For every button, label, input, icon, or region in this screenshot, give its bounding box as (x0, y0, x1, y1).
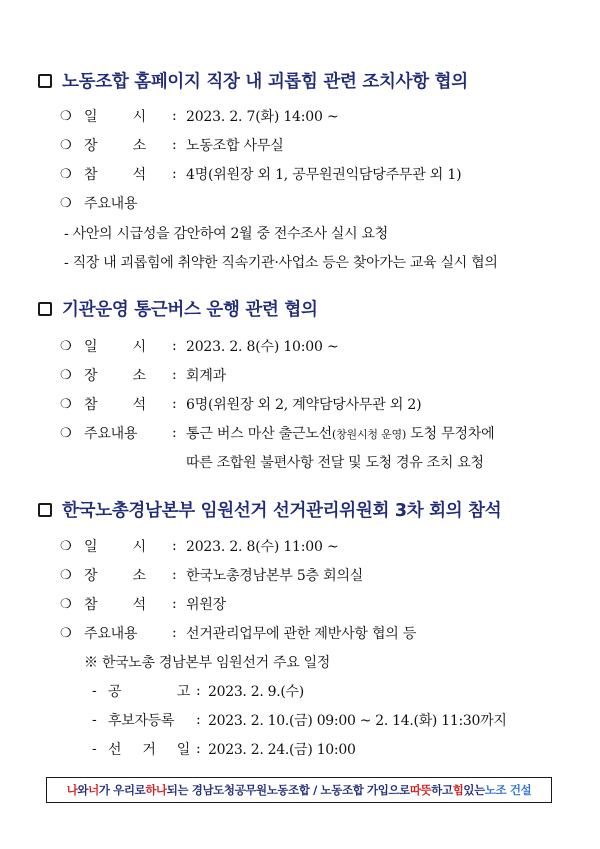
bullet-icon: ❍ (60, 108, 72, 124)
schedule-item-registration: - 후보자등록 : 2023. 2. 10.(금) 09:00 ~ 2. 14.(화) 11:30까지 (92, 712, 507, 729)
row-content (60, 192, 137, 214)
detail-line: - 직장 내 괴롭힘에 취약한 직속기관·사업소 등은 찾아가는 교육 실시 협의 (64, 255, 498, 271)
bullet-icon: ❍ (60, 596, 72, 612)
row-value: 선거관리업무에 관한 제반사항 협의 등 (186, 626, 417, 642)
schedule-item-announcement: - 공 고 : 2023. 2. 9.(수) (92, 683, 304, 700)
row-value: 통근 버스 마산 출근노선(창원시청 운영) 도청 무정차에 (186, 426, 495, 442)
schedule-label: 후보자등록 (108, 713, 175, 729)
section-heading (38, 293, 318, 323)
row-label: 장 소 (84, 138, 146, 154)
row-label: 참 석 (84, 397, 146, 413)
row-label: 참 석 (84, 597, 146, 613)
heading-text: 노동조합 홈페이지 직장 내 괴롭힘 관련 조치사항 협의 (62, 71, 468, 92)
row-label: 일 시 (84, 539, 146, 555)
row-value: 4명(위원장 외 1, 공무원권익담당주무관 외 1) (186, 167, 462, 183)
row-value: 2023. 2. 8(수) 11:00 ~ (186, 539, 339, 555)
row-label: 일 시 (84, 109, 146, 125)
schedule-label: 선 거 일 (108, 742, 190, 758)
bullet-icon: ❍ (60, 425, 72, 441)
row-content: ❍ 주요내용 : 통근 버스 마산 출근노선(창원시청 운영) 도청 무정차에 (60, 425, 495, 442)
row-label: 장 소 (84, 368, 146, 384)
bullet-icon: ❍ (60, 166, 72, 182)
row-label: 일 시 (84, 339, 146, 355)
section-heading (38, 494, 501, 524)
heading-text: 기관운영 통근버스 운행 관련 협의 (62, 299, 318, 320)
bullet-icon: ❍ (60, 538, 72, 554)
bullet-icon: ❍ (60, 338, 72, 354)
row-value-continued: 따른 조합원 불편사항 전달 및 도청 경유 조치 요청 (186, 455, 484, 471)
row-attendees: ❍ 참 석 : 위원장 (60, 596, 226, 613)
slogan-box: 나 와 너 가 우리로 하나 되는 경남도청공무원노동조합 / 노동조합 가입으로 따뜻 하고 힘 있는 노조 건설 (46, 777, 552, 803)
bullet-icon: ❍ (60, 567, 72, 583)
row-value: 노동조합 사무실 (186, 138, 284, 154)
schedule-value: 2023. 2. 24.(금) 10:00 (208, 742, 356, 758)
detail-line: - 사안의 시급성을 감안하여 2월 중 전수조사 실시 요청 (64, 226, 388, 242)
bullet-icon: ❍ (60, 625, 72, 641)
heading-text: 한국노총경남본부 임원선거 선거관리위원회 3차 회의 참석 (62, 500, 502, 521)
schedule-value: 2023. 2. 10.(금) 09:00 ~ 2. 14.(화) 11:30까지 (208, 713, 507, 729)
checkbox-icon (38, 302, 52, 316)
row-attendees: ❍ 참 석 : 4명(위원장 외 1, 공무원권익담당주무관 외 1) (60, 166, 462, 183)
row-value: 위원장 (186, 597, 226, 613)
section-heading (38, 65, 468, 95)
schedule-value: 2023. 2. 9.(수) (208, 684, 304, 700)
bullet-icon: ❍ (60, 367, 72, 383)
row-attendees: ❍ 참 석 : 6명(위원장 외 2, 계약담당사무관 외 2) (60, 396, 422, 413)
row-value: 한국노총경남본부 5층 회의실 (186, 568, 364, 584)
bullet-icon: ❍ (60, 396, 72, 412)
bullet-icon: ❍ (60, 195, 72, 211)
checkbox-icon (38, 74, 52, 88)
bullet-icon: ❍ (60, 137, 72, 153)
row-value: 회계과 (186, 368, 226, 384)
row-label: 주요내용 (84, 196, 138, 212)
row-date: ❍ 일 시 : 2023. 2. 8(수) 11:00 ~ (60, 538, 339, 555)
row-label: 주요내용 (84, 626, 138, 642)
schedule-item-election-day: - 선 거 일 : 2023. 2. 24.(금) 10:00 (92, 741, 356, 758)
row-date: ❍ 일 시 : 2023. 2. 7(화) 14:00 ~ (60, 108, 339, 125)
row-place: ❍ 장 소 : 한국노총경남본부 5층 회의실 (60, 567, 364, 584)
row-label: 참 석 (84, 167, 146, 183)
row-value: 2023. 2. 8(수) 10:00 ~ (186, 339, 339, 355)
row-label: 장 소 (84, 568, 146, 584)
row-label: 주요내용 (84, 426, 138, 442)
schedule-note: ※ 한국노총 경남본부 임원선거 주요 일정 (84, 655, 331, 671)
checkbox-icon (38, 503, 52, 517)
schedule-label: 공 고 (108, 684, 190, 700)
row-place: ❍ 장 소 : 노동조합 사무실 (60, 137, 284, 154)
row-value: 6명(위원장 외 2, 계약담당사무관 외 2) (186, 397, 422, 413)
row-content: ❍ 주요내용 : 선거관리업무에 관한 제반사항 협의 등 (60, 625, 417, 642)
row-date: ❍ 일 시 : 2023. 2. 8(수) 10:00 ~ (60, 338, 339, 355)
row-value: 2023. 2. 7(화) 14:00 ~ (186, 109, 339, 125)
row-place: ❍ 장 소 : 회계과 (60, 367, 226, 384)
